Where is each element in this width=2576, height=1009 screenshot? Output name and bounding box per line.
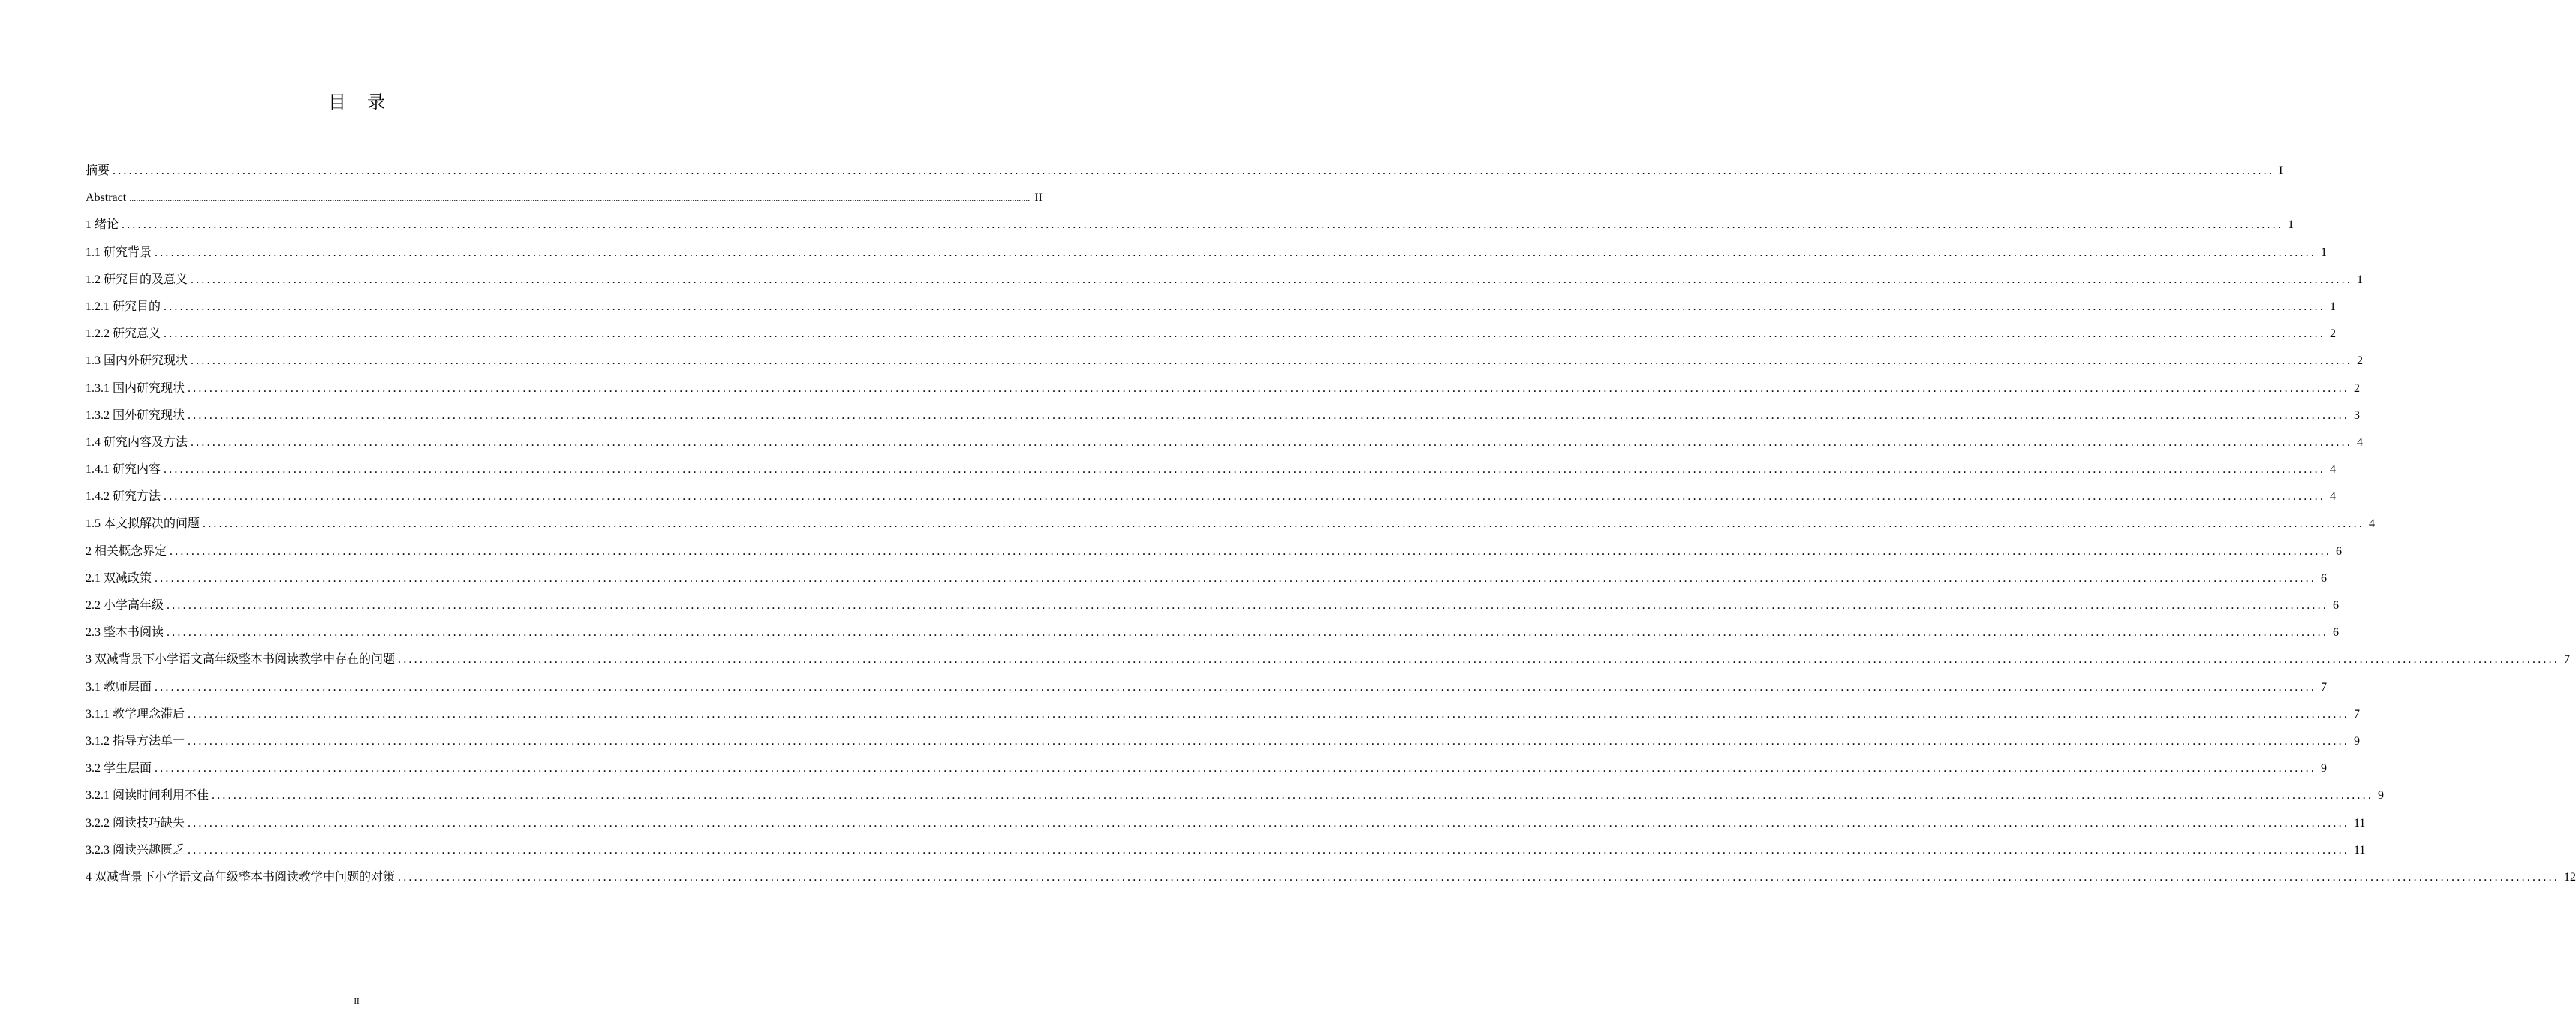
toc-dot-leader: ................................................................................................................................................................................................................................................................................................................................................................................................................ [191, 273, 2353, 286]
toc-entry-page: 1 [2321, 245, 2328, 259]
toc-entry-label: 1.1 研究背景 [86, 245, 152, 259]
toc-entry-page: 2 [2354, 381, 2361, 395]
toc-dot-leader: ................................................................................................................................................................................................................................................................................................................................................................................................................ [188, 381, 2350, 395]
toc-entry-label: 3.2.1 阅读时间利用不佳 [86, 789, 209, 803]
toc-entry[interactable] [86, 782, 2385, 809]
page-number-footer: II [354, 997, 360, 1006]
toc-entry-page: 2 [2357, 354, 2364, 368]
toc-entry-label: 3.1 教师层面 [86, 680, 152, 694]
toc-entry-label: 3.2.2 阅读技巧缺失 [86, 816, 185, 830]
toc-entry-page: 4 [2369, 517, 2376, 531]
toc-dot-leader: ................................................................................................................................................................................................................................................................................................................................................................................................................ [191, 435, 2353, 449]
toc-entry-page: 1 [2330, 300, 2337, 313]
toc-entry-label: 3.1.2 指导方法单一 [86, 734, 185, 748]
toc-entry-label: 2 相关概念界定 [86, 544, 167, 558]
toc-entry-page: 11 [2354, 816, 2366, 830]
toc-entry-page: 7 [2564, 653, 2571, 667]
toc-dot-leader: ................................................................................................................................................................................................................................................................................................................................................................................................................ [164, 300, 2326, 313]
toc-entry[interactable] [86, 810, 2366, 837]
toc-entry-page: 1 [2357, 273, 2364, 286]
toc-entry-page: 2 [2330, 327, 2337, 341]
toc-dot-leader: ................................................................................................................................................................................................................................................................................................................................................................................................................ [122, 218, 2284, 232]
toc-dot-leader: ................................................................................................................................................................................................................................................................................................................................................................................................................ [164, 463, 2326, 477]
toc-entry-label: 3 双减背景下小学语文高年级整本书阅读教学中存在的问题 [86, 653, 396, 667]
toc-dot-leader: ................................................................................................................................................................................................................................................................................................................................................................................................................ [191, 354, 2353, 368]
toc-entry-label: Abstract [86, 191, 127, 205]
toc-entry[interactable] [86, 185, 1043, 212]
toc-entry-label: 1.2.1 研究目的 [86, 300, 161, 313]
toc-entry[interactable] [86, 565, 2328, 592]
toc-entry-label: 3.2.3 阅读兴趣匮乏 [86, 843, 185, 857]
toc-dot-leader: ................................................................................................................................................................................................................................................................................................................................................................................................................ [188, 816, 2350, 830]
toc-entry-label: 1.2 研究目的及意义 [86, 273, 188, 286]
toc-entry-label: 1.3 国内外研究现状 [86, 354, 188, 368]
toc-entry[interactable] [86, 321, 2337, 348]
toc-entry-label: 2.2 小学高年级 [86, 599, 164, 612]
toc-dot-leader: ................................................................................................................................................................................................................................................................................................................................................................................................................ [188, 843, 2350, 857]
toc-entry-label: 4 双减背景下小学语文高年级整本书阅读教学中问题的对策 [86, 870, 396, 884]
toc-entry-label: 1.3.1 国内研究现状 [86, 381, 185, 395]
toc-dot-leader: ................................................................................................................................................................................................................................................................................................................................................................................................................ [170, 544, 2332, 558]
toc-entry-page: 12 [2564, 870, 2576, 884]
toc-dot-leader: ................................................................................................................................................................................................................................................................................................................................................................................................................ [188, 408, 2350, 422]
toc-entry-page: 9 [2321, 762, 2328, 776]
toc-entry-label: 1.4.1 研究内容 [86, 463, 161, 477]
toc-entry-page: 9 [2378, 789, 2385, 803]
toc-dot-leader: ................................................................................................................................................................................................................................................................................................................................................................................................................ [155, 245, 2317, 259]
toc-entry[interactable] [86, 375, 2361, 402]
toc-entry-page: I [2279, 164, 2283, 177]
toc-dot-leader: ................................................................................................................................................................................................................................................................................................................................................................................................................ [188, 734, 2350, 748]
toc-entry-label: 1.4 研究内容及方法 [86, 435, 188, 449]
toc-entry[interactable] [86, 212, 2295, 239]
toc-entry[interactable] [86, 837, 2366, 864]
toc-dot-leader: ................................................................................................................................................................................................................................................................................................................................................................................................................ [398, 653, 2560, 667]
toc-entry-page: 6 [2321, 571, 2328, 585]
toc-entry-label: 1.2.2 研究意义 [86, 327, 161, 341]
toc-entry[interactable] [86, 294, 2337, 321]
toc-entry-label: 1 绪论 [86, 218, 119, 232]
toc-entry[interactable] [86, 674, 2328, 701]
toc-dot-leader: ................................................................................................................................................................................................................................................................................................................................................................................................................ [167, 599, 2329, 612]
toc-entry-label: 2.3 整本书阅读 [86, 626, 164, 640]
toc-entry[interactable] [86, 538, 2343, 565]
toc-entry[interactable] [86, 646, 2571, 673]
toc-entry[interactable] [86, 728, 2361, 755]
toc-entry-page: 4 [2330, 490, 2337, 504]
toc-dot-leader: ................................................................................................................................................................................................................................................................................................................................................................................................................ [164, 490, 2326, 504]
toc-entry-page: 6 [2333, 626, 2340, 640]
toc-entry-label: 1.5 本文拟解决的问题 [86, 517, 200, 531]
toc-dot-leader: ................................................................................................................................................................................................................................................................................................................................................................................................................ [113, 164, 2275, 177]
toc-entry-page: 1 [2288, 218, 2295, 232]
toc-entry-page: 4 [2330, 463, 2337, 477]
toc-dot-leader: ................................................................................................................................................................................................................................................................................................................................................................................................................ [167, 626, 2329, 640]
toc-entry-label: 3.1.1 教学理念滞后 [86, 707, 185, 721]
toc-entry-label: 2.1 双减政策 [86, 571, 152, 585]
toc-entry[interactable] [86, 348, 2364, 375]
toc-dot-leader: ................................................................................................................................................................................................................................................................................................................................................................................................................ [212, 789, 2374, 803]
toc-entry[interactable] [86, 239, 2328, 267]
toc-dot-leader: ................................................................................................................................................................................................................................................................................................................................................................................................................ [188, 707, 2350, 721]
toc-dot-leader: ................................................................................................................................................................................................................................................................................................................................................................................................................ [164, 327, 2326, 341]
toc-entry-label: 1.3.2 国外研究现状 [86, 408, 185, 422]
toc-entry-label: 摘要 [86, 164, 110, 177]
toc-entry[interactable] [86, 592, 2340, 619]
toc-entry[interactable] [86, 483, 2337, 511]
toc-dot-leader: ................................................................................................................................................................................................................................................................................................................................................................................................................ [203, 517, 2365, 531]
toc-entry[interactable] [86, 429, 2364, 456]
table-of-contents [86, 158, 2576, 891]
toc-entry-label: 1.4.2 研究方法 [86, 490, 161, 504]
toc-dot-leader: ................................................................................................................................................................................................................................................................................................................................................................................................................ [155, 680, 2317, 694]
toc-entry[interactable] [86, 456, 2337, 483]
toc-dot-leader: ................................................................................................................................................................................................................................................................................................................................................................................................................ [155, 571, 2317, 585]
toc-entry-page: 7 [2321, 680, 2328, 694]
toc-dot-leader: ................................................................................................................................................................................................................................................................................................................................................................................................................ [155, 762, 2317, 776]
toc-entry[interactable] [86, 402, 2361, 429]
page-title: 目录 [328, 93, 406, 113]
toc-entry-page: 6 [2333, 599, 2340, 612]
toc-entry[interactable] [86, 511, 2376, 538]
toc-entry[interactable] [86, 267, 2364, 294]
toc-entry-page: 3 [2354, 408, 2361, 422]
toc-entry[interactable] [86, 864, 2576, 891]
toc-entry[interactable] [86, 701, 2361, 728]
toc-entry[interactable] [86, 755, 2328, 782]
toc-entry-page: 11 [2354, 843, 2366, 857]
toc-entry-page: 6 [2336, 544, 2343, 558]
toc-entry-page: II [1034, 191, 1043, 205]
toc-entry[interactable] [86, 619, 2340, 646]
toc-entry[interactable] [86, 158, 2283, 185]
toc-dot-leader: ................................................................................................................................................................................................................................................................................................................................................................................................................ [129, 193, 1031, 204]
toc-entry-page: 7 [2354, 707, 2361, 721]
toc-dot-leader: ................................................................................................................................................................................................................................................................................................................................................................................................................ [398, 870, 2560, 884]
toc-entry-label: 3.2 学生层面 [86, 762, 152, 776]
toc-entry-page: 9 [2354, 734, 2361, 748]
toc-entry-page: 4 [2357, 435, 2364, 449]
